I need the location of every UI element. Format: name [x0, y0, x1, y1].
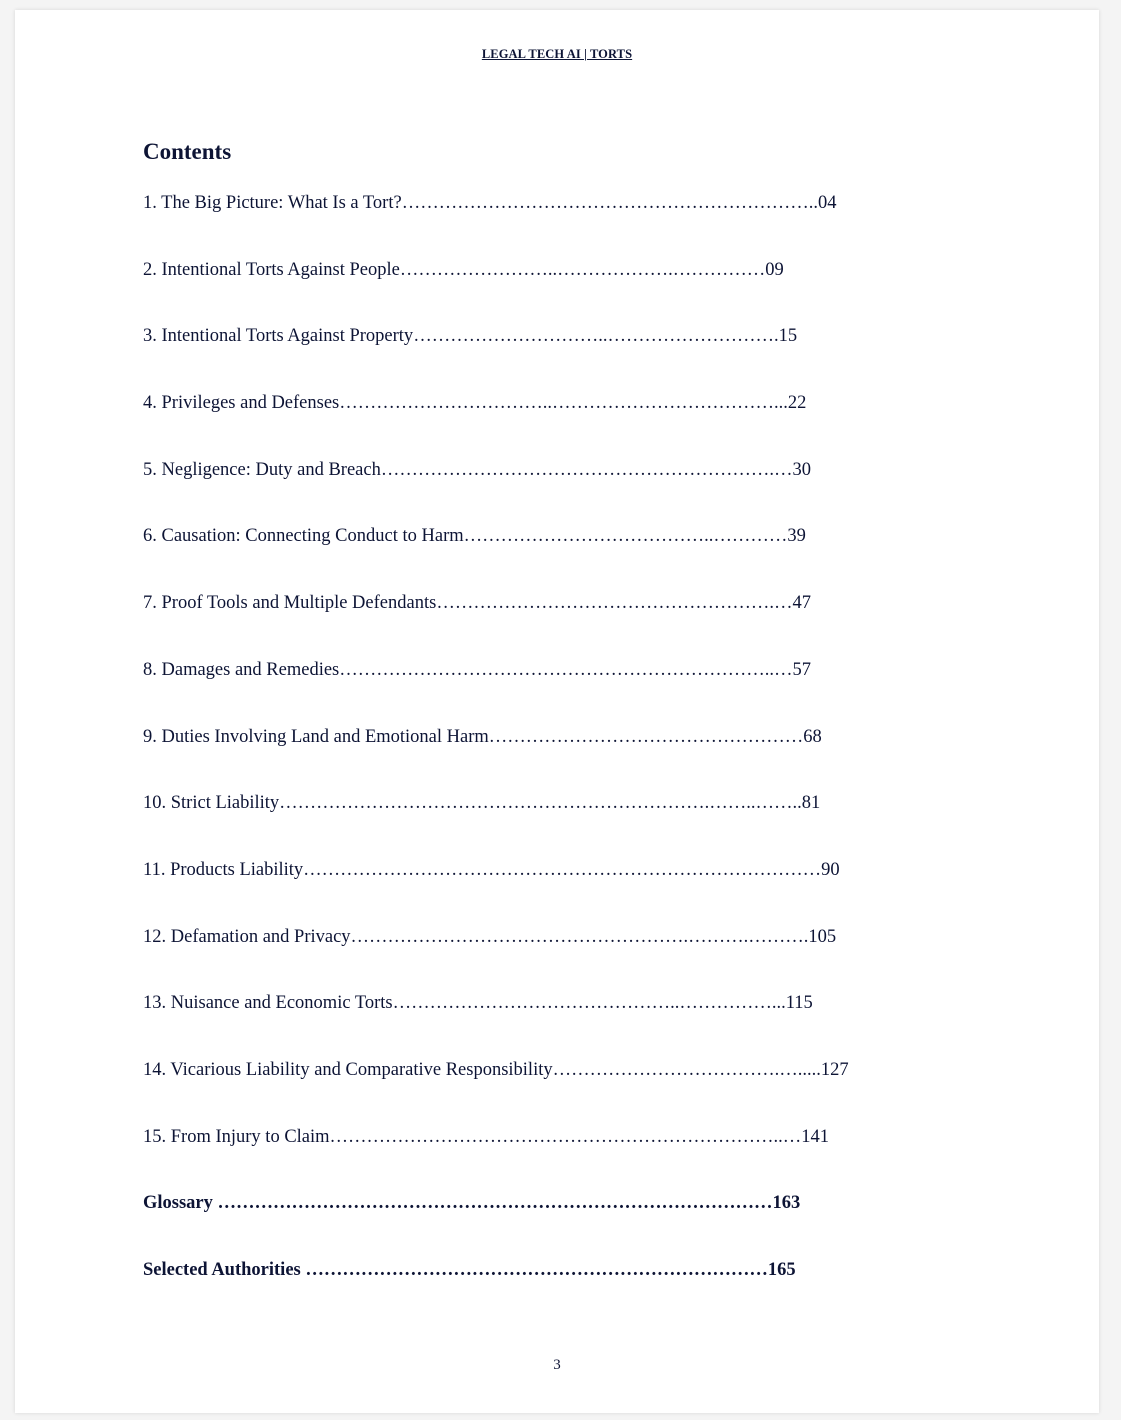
toc-entry-leader: ……………………………..………………………………... [339, 393, 788, 414]
toc-entry-leader: ……………………………………………………………………………… [217, 1193, 773, 1214]
toc-entry-label: 8. Damages and Remedies [143, 659, 340, 680]
toc-entry-leader: ……………………………………………………………..… [339, 659, 793, 680]
toc-list [143, 191, 849, 1325]
toc-entry-leader: ………………………………………………………………… [305, 1260, 768, 1280]
toc-entry-label: 11. Products Liability [143, 859, 304, 880]
toc-entry-leader: ……………………..……………….…………… [399, 259, 766, 280]
toc-entry-page: 165 [767, 1260, 796, 1280]
toc-entry[interactable] [143, 524, 849, 591]
toc-entry-label: 6. Causation: Connecting Conduct to Harm [143, 526, 464, 547]
toc-entry-leader: ……………………………………………….……….………. [350, 926, 809, 947]
toc-entry-leader: …………………………………………………………….……..…….. [279, 793, 802, 814]
toc-entry-page: 39 [787, 526, 806, 547]
toc-entry-page: 09 [765, 259, 784, 280]
toc-entry[interactable] [143, 658, 849, 725]
toc-entry-page: 04 [817, 193, 837, 213]
toc-entry[interactable] [143, 858, 849, 925]
toc-entry-page: 15 [778, 326, 798, 347]
document-page [15, 10, 1099, 1413]
toc-entry[interactable] [143, 191, 849, 258]
toc-entry-leader: …………………………………………… [488, 726, 804, 747]
toc-entry-label: 12. Defamation and Privacy [143, 926, 351, 947]
toc-entry[interactable] [143, 591, 849, 658]
toc-entry[interactable] [143, 258, 849, 325]
toc-entry-page: 163 [772, 1193, 801, 1214]
toc-entry[interactable] [143, 925, 849, 992]
toc-entry-page: 68 [803, 726, 822, 747]
toc-entry-label: 4. Privileges and Defenses [143, 393, 340, 414]
toc-entry-label: Glossary [143, 1193, 218, 1214]
toc-entry-leader: ………………………………………………………………..… [329, 1126, 802, 1147]
toc-entry-label: 14. Vicarious Liability and Comparative Responsibility [143, 1059, 553, 1080]
running-header: LEGAL TECH AI | TORTS [481, 47, 633, 61]
toc-entry[interactable] [143, 1258, 849, 1325]
toc-entry-leader: ………………………………………………………………………… [303, 859, 822, 880]
toc-entry-label: 7. Proof Tools and Multiple Defendants [143, 593, 437, 614]
toc-title: Contents [143, 139, 232, 164]
toc-entry[interactable] [143, 1191, 849, 1258]
toc-entry-label: 10. Strict Liability [143, 793, 280, 814]
toc-entry-leader: ……………………………………………………….… [380, 459, 793, 480]
toc-entry-leader: ……………………………….…..... [552, 1059, 821, 1080]
toc-entry[interactable] [143, 725, 849, 792]
toc-entry-page: 22 [787, 393, 807, 414]
toc-entry-label: 5. Negligence: Duty and Breach [143, 459, 381, 480]
toc-entry-page: 90 [821, 859, 840, 880]
toc-entry[interactable] [143, 1125, 849, 1192]
toc-entry-page: 141 [801, 1126, 830, 1147]
toc-entry-leader: ………………………………………..……………... [392, 993, 786, 1014]
toc-entry-label: 9. Duties Involving Land and Emotional Harm [143, 726, 489, 747]
toc-entry-leader: ………………………………………………………….. [401, 193, 818, 213]
toc-entry[interactable] [143, 458, 849, 525]
toc-entry-page: 115 [785, 993, 813, 1014]
toc-entry-label: 1. The Big Picture: What Is a Tort? [143, 193, 402, 213]
toc-entry-page: 30 [792, 459, 811, 480]
toc-entry-page: 47 [792, 593, 811, 614]
toc-entry[interactable] [143, 791, 849, 858]
toc-entry-label: Selected Authorities [143, 1260, 306, 1280]
toc-entry-label: 13. Nuisance and Economic Torts [143, 993, 393, 1014]
toc-entry-leader: …………………………………..………… [463, 526, 788, 547]
toc-entry-leader: ……………………………………………….… [436, 593, 793, 614]
toc-entry-leader: …………………………..………………………. [413, 326, 779, 347]
toc-entry-label: 2. Intentional Torts Against People [143, 259, 400, 280]
page-number: 3 [553, 1357, 561, 1373]
toc-entry-page: 127 [820, 1059, 849, 1080]
toc-entry[interactable] [143, 324, 849, 391]
toc-entry-label: 15. From Injury to Claim [143, 1126, 330, 1147]
toc-entry-page: 57 [792, 659, 811, 680]
toc-entry-label: 3. Intentional Torts Against Property [143, 326, 414, 347]
toc-entry[interactable] [143, 1058, 849, 1125]
toc-entry[interactable] [143, 991, 849, 1058]
toc-entry[interactable] [143, 391, 849, 458]
toc-entry-page: 105 [808, 926, 837, 947]
toc-entry-page: 81 [801, 793, 821, 814]
